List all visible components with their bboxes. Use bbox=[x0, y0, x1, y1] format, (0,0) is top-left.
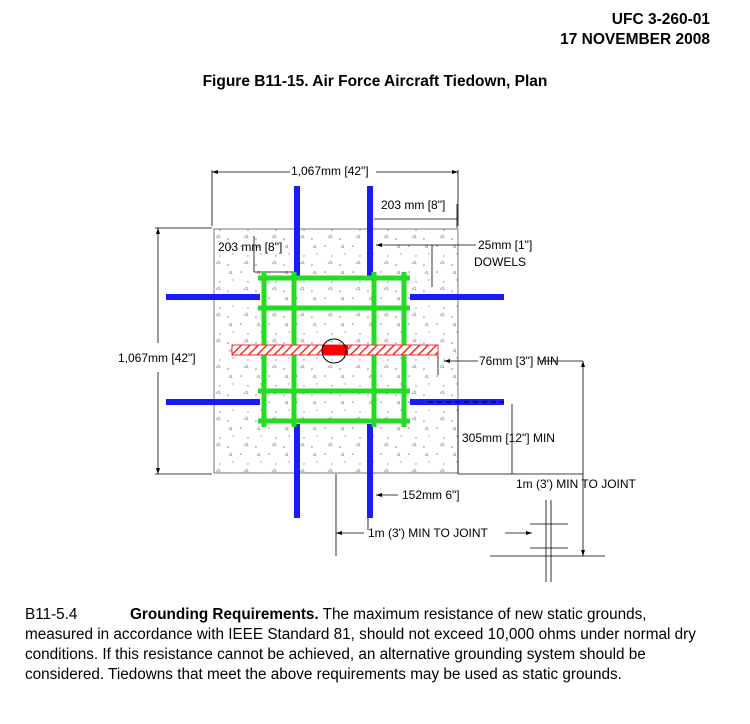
label-joint-bottom: 1m (3') MIN TO JOINT bbox=[368, 526, 488, 540]
label-bottom-offset: 305mm [12"] MIN bbox=[462, 431, 555, 445]
label-left-height: 1,067mm [42"] bbox=[118, 351, 196, 365]
label-top-width: 1,067mm [42"] bbox=[291, 164, 369, 178]
label-dowels-size: 25mm [1"] bbox=[478, 238, 533, 252]
document-date: 17 NOVEMBER 2008 bbox=[560, 31, 710, 48]
grounding-paragraph bbox=[25, 605, 715, 685]
paragraph-heading: Grounding Requirements. bbox=[130, 606, 319, 623]
figure-title: Figure B11-15. Air Force Aircraft Tiedown, Plan bbox=[202, 73, 548, 90]
paragraph-number: B11-5.4 bbox=[25, 606, 78, 623]
label-joint-right: 1m (3') MIN TO JOINT bbox=[516, 477, 636, 491]
paragraph-body: The maximum resistance of new static grounds, measured in accordance with IEEE Standard 81, should not exceed 10,000 ohms under normal dry conditions. If this resistance cannot be achieved, an alternative grounding system should be considered. Tiedowns that meet the above requirements may be used as static grounds. bbox=[25, 606, 696, 683]
document-id: UFC 3-260-01 bbox=[611, 11, 710, 28]
label-cable-min: 76mm [3"] MIN bbox=[479, 354, 559, 368]
label-dowel-spacing: 152mm 6"] bbox=[402, 488, 460, 502]
label-left-dowel-offset: 203 mm [8"] bbox=[218, 240, 283, 254]
ground-rod-connection bbox=[322, 345, 348, 355]
label-dowels: DOWELS bbox=[474, 255, 527, 269]
label-top-dowel-offset: 203 mm [8"] bbox=[381, 198, 446, 212]
